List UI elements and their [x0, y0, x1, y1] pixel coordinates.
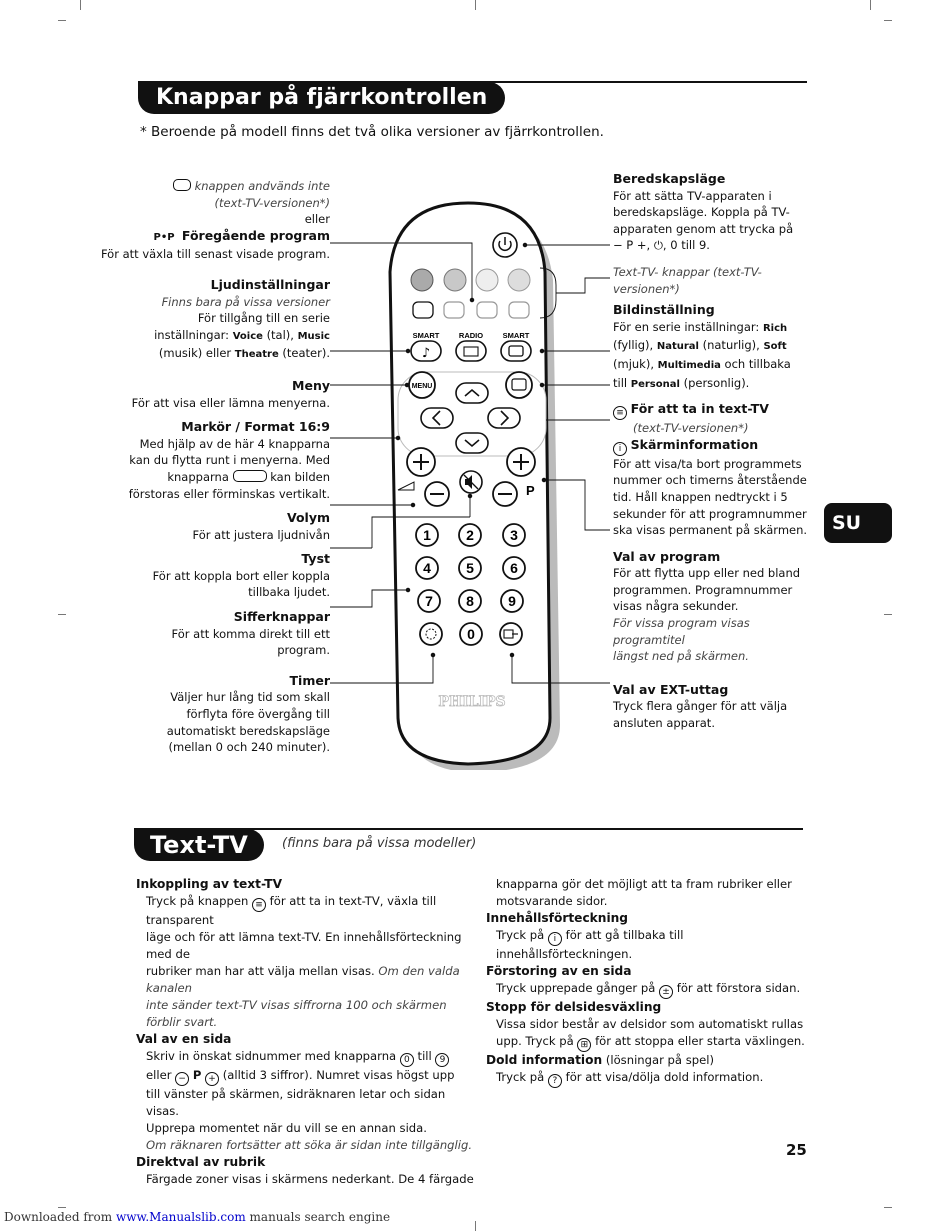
footer-suffix: manuals search engine	[249, 1210, 391, 1224]
timer-button	[420, 623, 442, 645]
enlarge-key	[444, 302, 464, 318]
section-heading: Dold information	[486, 1053, 603, 1067]
ext-title: Val av EXT-uttag	[613, 681, 729, 697]
teletext-note: knappen andvänds inte	[194, 179, 330, 193]
personal-sv: (personlig).	[683, 375, 750, 390]
enlarge-icon: ±	[659, 985, 673, 999]
hold-icon: ⊞	[577, 1038, 591, 1052]
body-text: Skriv in önskat sidnummer med knapparna	[146, 1049, 397, 1063]
timer-text: Väljer hur lång tid som skall	[170, 690, 330, 705]
hold-key	[477, 302, 497, 318]
body-note: Om den valda kanalen	[146, 964, 460, 995]
radio-label: RADIO	[458, 331, 484, 340]
green-button	[444, 269, 466, 291]
menu-label: MENU	[411, 383, 433, 390]
body-text: Tryck på knappen	[146, 894, 249, 908]
index-key	[413, 302, 433, 318]
digit-0-label: 0	[467, 626, 475, 642]
standby-title: Beredskapsläge	[613, 171, 726, 186]
body-text: för att stoppa eller starta växlingen.	[595, 1034, 805, 1048]
footer-prefix: Downloaded from	[4, 1210, 113, 1224]
digit-3-label: 3	[510, 527, 518, 543]
natural-sv: (naturlig),	[702, 338, 760, 353]
crop-mark	[58, 20, 66, 21]
digit-6-label: 6	[510, 560, 518, 576]
program-title: Val av program	[613, 548, 721, 564]
crop-mark	[80, 0, 81, 10]
theatre-label: Theatre	[234, 349, 279, 361]
mute-text: För att koppla bort eller koppla	[152, 568, 330, 583]
digits-title: Sifferknappar	[233, 609, 330, 625]
right-button	[488, 408, 520, 428]
standby-text: beredskapsläge. Koppla på TV-	[613, 205, 790, 220]
multimedia-sv: och tillbaka	[724, 356, 791, 371]
ext-text: Tryck flera gånger för att välja	[613, 699, 788, 714]
body-text: Vissa sidor består av delsidor som automatiskt rullas	[496, 1017, 804, 1031]
rich-sv: (fyllig),	[613, 338, 654, 353]
cursor-text: kan bilden	[270, 469, 330, 484]
voice-sv: (tal),	[266, 327, 294, 342]
page-title: Knappar på fjärrkontrollen	[138, 82, 505, 114]
body-text: för att gå tillbaka till innehållsförteckningen.	[496, 928, 684, 961]
body-text: motsvarande sidor.	[496, 894, 608, 908]
prev-program-text: För att växla till senast visade program.	[100, 247, 330, 262]
teletext-subtitle: (finns bara på vissa modeller)	[282, 836, 477, 851]
theatre-sv: (teater).	[282, 346, 330, 361]
timer-title: Timer	[289, 672, 330, 688]
mute-title: Tyst	[301, 551, 330, 567]
crop-mark	[58, 614, 66, 615]
sound-title: Ljudinställningar	[210, 276, 330, 292]
body-text: Tryck på	[496, 928, 545, 942]
body-text: Tryck upprepade gånger på	[496, 981, 656, 995]
timer-text: förflyta före övergång till	[186, 707, 330, 722]
section-heading-note: (lösningar på spel)	[605, 1053, 714, 1067]
body-note: inte sänder text-TV visas siffrorna 100 och skärmen förblir svart.	[146, 998, 447, 1029]
music-sv: (musik) eller	[158, 346, 232, 361]
body-text: eller	[146, 1068, 172, 1082]
radio-button	[456, 341, 486, 361]
section-heading: Förstoring av en sida	[486, 964, 632, 978]
red-button	[411, 269, 433, 291]
standby-keys: − P +, ⏻, 0 till 9.	[613, 238, 710, 253]
section-heading: Stopp för delsidesväxling	[486, 1000, 662, 1014]
body-text: till vänster på skärmen, sidräknaren letar och sidan visas.	[146, 1087, 446, 1118]
crop-mark	[884, 20, 892, 21]
zoom-keys-icon	[233, 470, 267, 482]
menu-title: Meny	[292, 377, 330, 393]
blue-button	[508, 269, 530, 291]
volume-title: Volym	[286, 510, 330, 526]
teletext-in-title: För att ta in text-TV	[630, 401, 769, 417]
down-button	[456, 433, 488, 453]
soft-label: Soft	[763, 341, 787, 353]
standby-text: apparaten genom att trycka på	[613, 221, 794, 236]
picture-title: Bildinställning	[613, 302, 715, 318]
crop-mark	[475, 1221, 476, 1231]
or-text: eller	[304, 212, 330, 227]
digit-1-label: 1	[423, 527, 431, 543]
section-heading: Val av en sida	[136, 1032, 232, 1046]
footer	[4, 1210, 390, 1224]
cursor-text: Med hjälp av de här 4 knapparna	[139, 436, 330, 451]
smart-picture-button	[501, 341, 531, 361]
body-text: Färgade zoner visas i skärmens nederkant. De 4 färgade	[146, 1172, 474, 1186]
menu-text: För att visa eller lämna menyerna.	[131, 395, 330, 410]
teletext-title: Text-TV	[134, 829, 264, 861]
up-button	[456, 383, 488, 403]
remote-control-illustration	[330, 200, 615, 770]
program-text: För att flytta upp eller ned bland	[613, 566, 801, 581]
natural-label: Natural	[656, 341, 699, 353]
section-heading: Innehållsförteckning	[486, 911, 629, 925]
teletext-left-column: Inkoppling av text-TV Tryck på knappen ≡ för att ta in text-TV, växla till transparent läge och för att lämna text-TV. En innehållsförteckning med de rubriker man har att välja mellan visas. Om den valda kanalen inte sänder text-TV visas siffrorna 100 och skärmen förblir svart. Val av en sida Skriv in önskat sidnummer med knapparna 0 till 9 eller − P + (alltid 3 siffror). Numret visas högst upp till vänster på skärmen, sidräknaren letar och sidan visas. Upprepa momentet när du vill se en annan sida. Om räknaren fortsätter att söka är sidan inte tillgänglig. Direktval av rubrik Färgade zoner visas i skärmens nederkant. De 4 färgade	[136, 876, 476, 1188]
body-text: Tryck på	[496, 1070, 545, 1084]
body-text: till	[417, 1049, 432, 1063]
teletext-button	[506, 372, 532, 398]
reveal-key	[509, 302, 529, 318]
digit-8-label: 8	[466, 593, 474, 609]
brand-logo: PHILIPS	[438, 694, 506, 710]
program-text: visas några sekunder.	[613, 599, 739, 614]
crop-mark	[58, 1207, 66, 1208]
minus-icon: −	[175, 1072, 189, 1086]
digits-text: För att komma direkt till ett	[171, 626, 330, 641]
cursor-title: Markör / Format 16:9	[181, 419, 330, 435]
sound-note: Finns bara på vissa versioner	[161, 294, 330, 309]
crop-mark	[870, 0, 871, 10]
cursor-text: förstoras eller förminskas vertikalt.	[128, 486, 330, 501]
digit-5-label: 5	[466, 560, 474, 576]
screen-info-title: Skärminformation	[630, 436, 759, 452]
reveal-icon: ?	[548, 1074, 562, 1088]
left-button	[421, 408, 453, 428]
music-label: Music	[297, 330, 330, 342]
digit-4-label: 4	[423, 560, 431, 576]
digit-9-icon: 9	[435, 1053, 449, 1067]
manualslib-link[interactable]: www.Manualslib.com	[115, 1210, 246, 1224]
body-text: för att visa/dölja dold information.	[565, 1070, 764, 1084]
screen-info-text: För att visa/ta bort programmets	[613, 456, 802, 471]
personal-label: Personal	[630, 378, 680, 390]
body-text: för att ta in text-TV, växla till transparent	[146, 894, 437, 927]
info-icon: i	[613, 442, 627, 456]
teletext-keys-note: Text-TV- knappar (text-TV-versionen*)	[613, 264, 762, 296]
crop-mark	[884, 1207, 892, 1208]
language-tab: SU	[824, 503, 892, 543]
digit-9-label: 9	[508, 593, 516, 609]
version-note: * Beroende på modell finns det två olika versioner av fjärrkontrollen.	[140, 124, 604, 140]
plus-icon: +	[205, 1072, 219, 1086]
digit-7-label: 7	[425, 593, 433, 609]
program-note: längst ned på skärmen.	[613, 649, 749, 664]
teletext-note-2: (text-TV-versionen*)	[214, 195, 330, 210]
note-icon: ♪	[421, 346, 431, 361]
cursor-text: kan du flytta runt i menyerna. Med	[129, 453, 330, 468]
teletext-icon: ≡	[613, 406, 627, 420]
timer-text: automatiskt beredskapsläge	[166, 723, 330, 738]
body-text: upp. Tryck på	[496, 1034, 574, 1048]
teletext-key-icon	[173, 179, 191, 191]
index-icon: i	[548, 932, 562, 946]
program-p-label: P	[526, 483, 535, 498]
multimedia-label: Multimedia	[657, 359, 721, 371]
body-note: Om räknaren fortsätter att söka är sidan inte tillgänglig.	[146, 1138, 473, 1152]
picture-text: För en serie inställningar:	[613, 319, 760, 334]
cursor-text: knapparna	[167, 469, 229, 484]
sound-text-2: inställningar:	[154, 327, 230, 342]
rich-label: Rich	[762, 322, 788, 334]
soft-sv: (mjuk),	[613, 356, 654, 371]
section-heading: Direktval av rubrik	[136, 1155, 266, 1169]
teletext-icon: ≡	[252, 898, 266, 912]
section-heading: Inkoppling av text-TV	[136, 877, 283, 891]
prev-program-title: Föregående program	[181, 227, 330, 243]
right-annotations	[613, 171, 813, 732]
ext-button	[500, 623, 522, 645]
smart-picture-label: SMART	[502, 331, 530, 340]
sound-text: För tillgång till en serie	[197, 311, 330, 326]
screen-info-text: tid. Håll knappen nedtryckt i 5	[613, 489, 788, 504]
body-text: läge och för att lämna text-TV. En innehållsförteckning med de	[146, 930, 462, 961]
digits-text: program.	[277, 643, 330, 658]
standby-text: För att sätta TV-apparaten i	[613, 188, 772, 203]
screen-info-text: ska visas permanent på skärmen.	[613, 523, 808, 538]
voice-label: Voice	[232, 330, 263, 342]
teletext-in-note: (text-TV-versionen*)	[633, 421, 749, 436]
screen-info-text: nummer och timerns återstående	[613, 473, 807, 488]
left-annotations	[101, 178, 330, 756]
till-text: till	[613, 375, 628, 390]
teletext-right-column	[486, 876, 816, 1088]
volume-text: För att justera ljudnivån	[192, 527, 330, 542]
pp-label: P•P	[153, 231, 175, 243]
body-text: för att förstora sidan.	[676, 981, 801, 995]
program-note: För vissa program visas programtitel	[613, 616, 750, 647]
timer-text: (mellan 0 och 240 minuter).	[168, 740, 330, 755]
crop-mark	[884, 614, 892, 615]
digit-0-icon: 0	[400, 1053, 414, 1067]
program-text: programmen. Programnummer	[613, 582, 793, 597]
page-number: 25	[786, 1141, 807, 1159]
digit-2-label: 2	[466, 527, 474, 543]
body-text: rubriker man har att välja mellan visas.	[146, 964, 375, 978]
smart-sound-label: SMART	[412, 331, 440, 340]
body-text: Upprepa momentet när du vill se en annan sida.	[146, 1121, 427, 1135]
crop-mark	[475, 0, 476, 10]
ext-text: ansluten apparat.	[613, 716, 715, 731]
screen-info-text: sekunder för att programnummer	[613, 506, 807, 521]
mute-text: tillbaka ljudet.	[248, 585, 330, 600]
body-text: knapparna gör det möjligt att ta fram rubriker eller	[496, 877, 792, 891]
yellow-button	[476, 269, 498, 291]
body-text: (alltid 3 siffror). Numret visas högst upp	[222, 1068, 455, 1082]
